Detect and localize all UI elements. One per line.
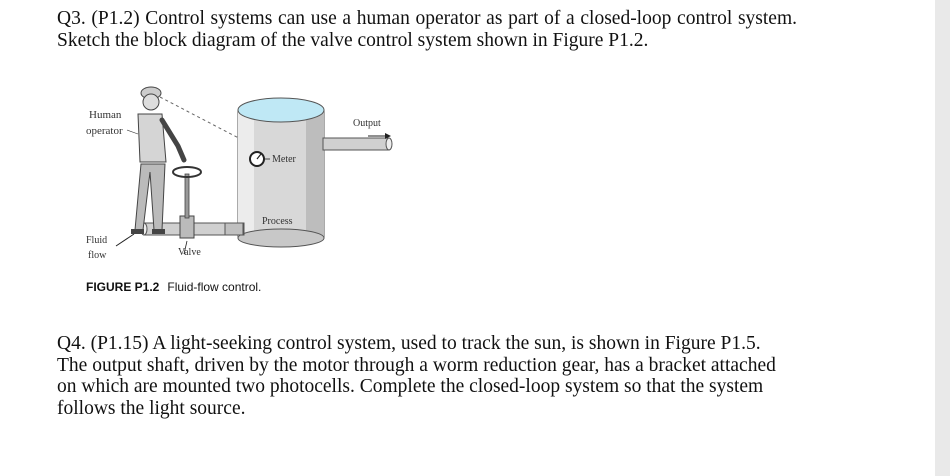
operator-leader-line <box>127 130 138 134</box>
label-output: Output <box>353 118 381 129</box>
output-pipe <box>323 133 392 150</box>
scrollbar-track <box>935 0 950 476</box>
human-operator-icon <box>131 87 184 234</box>
question-3: Q3. (P1.2) Control systems can use a human operator as part of a closed-loop control system. Sketch the block diagram of the valve control system shown in Figure P1.2. <box>57 8 797 51</box>
label-fluid: Fluid <box>86 235 108 246</box>
label-valve: Valve <box>178 247 201 258</box>
question-4: Q4. (P1.15) A light-seeking control system, used to track the sun, is shown in Figure P1.5. The output shaft, driven by the motor through a worm reduction gear, has a bracket attached on which are mounted two photocells. Complete the closed-loop system so that the system follows the light source. <box>57 333 776 419</box>
figure-p1-2 <box>80 82 410 264</box>
figure-caption <box>86 280 261 294</box>
label-human: Human <box>89 109 122 121</box>
fluid-flow-illustration <box>80 82 410 264</box>
label-operator: operator <box>86 125 123 137</box>
label-process: Process <box>262 216 293 227</box>
label-flow: flow <box>88 250 107 261</box>
figure-number: FIGURE P1.2 <box>86 280 160 294</box>
label-meter: Meter <box>272 154 296 165</box>
valve-icon <box>173 167 201 254</box>
figure-title: Fluid-flow control. <box>167 280 262 294</box>
